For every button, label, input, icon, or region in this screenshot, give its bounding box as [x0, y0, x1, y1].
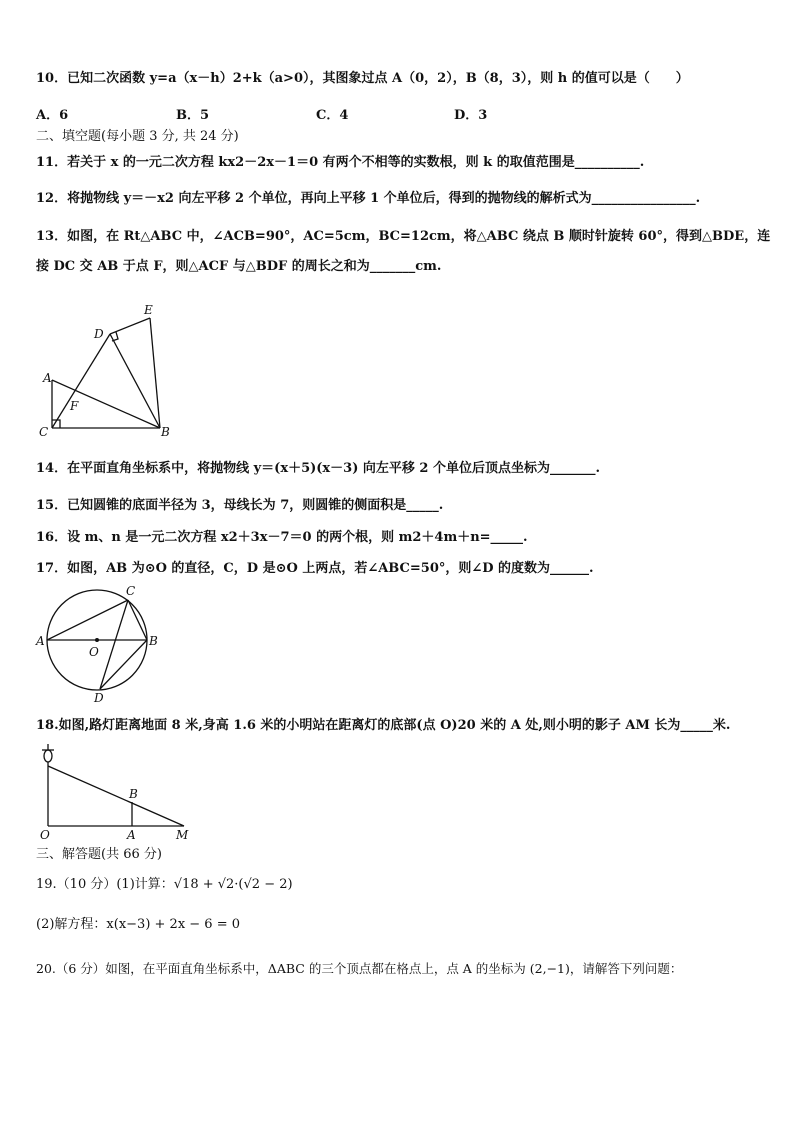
q17-label-c: C: [126, 584, 136, 598]
q13-label-b: B: [161, 425, 170, 439]
q19-part2: (2)解方程：x(x−3) + 2x − 6 = 0: [36, 917, 241, 932]
q15-text: 15．已知圆锥的底面半径为 3，母线长为 7，则圆锥的侧面积是_____.: [36, 498, 444, 513]
q17-text: 17．如图，AB 为⊙O 的直径，C，D 是⊙O 上两点，若∠ABC=50°，则∠D 的度数为______.: [36, 561, 594, 576]
q17-label-o: O: [89, 645, 99, 659]
q18-label-m: M: [176, 828, 189, 842]
q13-line2: 接 DC 交 AB 于点 F，则△ACF 与△BDF 的周长之和为_______cm.: [36, 259, 442, 274]
q11-text: 11．若关于 x 的一元二次方程 kx2－2x－1＝0 有两个不相等的实数根，则 k 的取值范围是__________.: [36, 155, 645, 170]
q13-figure: [34, 298, 184, 440]
section-3-heading: 三、解答题(共 66 分): [36, 847, 162, 862]
q17-label-b: B: [149, 634, 158, 648]
q13-label-e: E: [144, 303, 153, 317]
q10-option-b: B．5: [176, 108, 210, 123]
q13-label-f: F: [70, 399, 79, 413]
q18-figure: [36, 740, 196, 844]
q17-figure: [34, 582, 164, 706]
q10-option-d: D．3: [454, 108, 488, 123]
q10-option-c: C．4: [316, 108, 349, 123]
q17-label-a: A: [36, 634, 45, 648]
q18-label-a: A: [127, 828, 136, 842]
q10-option-a: A．6: [36, 108, 69, 123]
q18-label-b: B: [129, 787, 138, 801]
q20-text: 20.（6 分）如图，在平面直角坐标系中，ΔABC 的三个顶点都在格点上，点 A 的坐标为 (2,−1)，请解答下列问题：: [36, 961, 683, 976]
q13-label-d: D: [94, 327, 104, 341]
q18-label-o: O: [40, 828, 50, 842]
q13-label-a: A: [43, 371, 52, 385]
q13-label-c: C: [39, 425, 49, 439]
q14-text: 14．在平面直角坐标系中，将抛物线 y＝(x＋5)(x－3) 向左平移 2 个单位后顶点坐标为_______.: [36, 461, 601, 476]
q19-part1: 19.（10 分）(1)计算：√18 + √2·(√2 − 2): [36, 877, 293, 892]
q12-text: 12．将抛物线 y＝－x2 向左平移 2 个单位，再向上平移 1 个单位后，得到的抛物线的解析式为________________.: [36, 191, 701, 206]
section-2-heading: 二、填空题(每小题 3 分, 共 24 分): [36, 129, 239, 144]
q16-text: 16．设 m、n 是一元二次方程 x2＋3x－7＝0 的两个根，则 m2＋4m＋n=_____.: [36, 530, 528, 545]
q18-text: 18.如图,路灯距离地面 8 米,身高 1.6 米的小明站在距离灯的底部(点 O)20 米的 A 处,则小明的影子 AM 长为_____米.: [36, 718, 731, 733]
q13-line1: 13．如图，在 Rt△ABC 中，∠ACB=90°，AC=5cm，BC=12cm，将△ABC 绕点 B 顺时针旋转 60°，得到△BDE，连: [36, 229, 771, 244]
q10-text: 10．已知二次函数 y=a（x－h）2+k（a>0），其图象过点 A（0，2），B（8，3），则 h 的值可以是（ ）: [36, 71, 689, 86]
q17-label-d: D: [94, 691, 104, 705]
